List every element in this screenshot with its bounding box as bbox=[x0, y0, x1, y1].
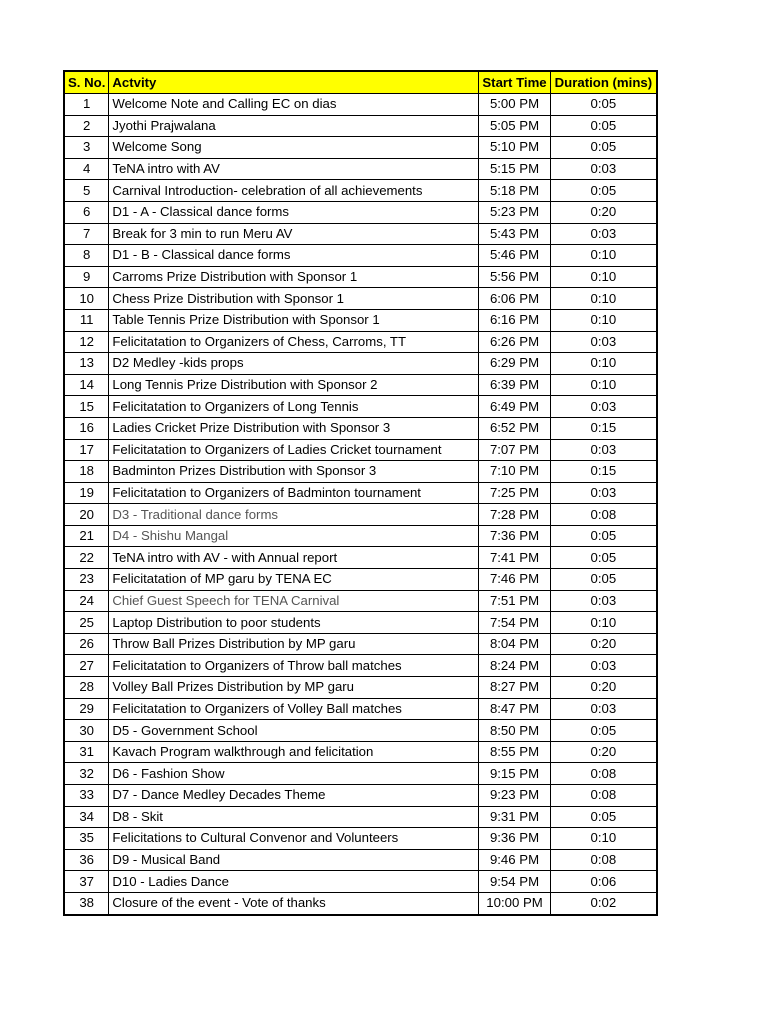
cell-duration: 0:15 bbox=[550, 417, 657, 439]
cell-serial-number: 15 bbox=[64, 396, 109, 418]
table-row bbox=[64, 677, 657, 699]
cell-activity: Laptop Distribution to poor students bbox=[109, 612, 479, 634]
cell-serial-number: 36 bbox=[64, 849, 109, 871]
cell-activity: Badminton Prizes Distribution with Sponsor 3 bbox=[109, 461, 479, 483]
cell-activity: Felicitatation to Organizers of Long Tennis bbox=[109, 396, 479, 418]
cell-duration: 0:10 bbox=[550, 353, 657, 375]
cell-duration: 0:03 bbox=[550, 223, 657, 245]
cell-duration: 0:10 bbox=[550, 245, 657, 267]
cell-duration: 0:10 bbox=[550, 309, 657, 331]
cell-duration: 0:05 bbox=[550, 569, 657, 591]
cell-duration: 0:03 bbox=[550, 331, 657, 353]
cell-serial-number: 6 bbox=[64, 201, 109, 223]
cell-duration: 0:10 bbox=[550, 828, 657, 850]
cell-start-time: 7:46 PM bbox=[479, 569, 550, 591]
cell-serial-number: 4 bbox=[64, 158, 109, 180]
cell-duration: 0:03 bbox=[550, 158, 657, 180]
table-header bbox=[64, 71, 657, 94]
table-row bbox=[64, 569, 657, 591]
cell-activity: Felicitatation to Organizers of Chess, Carroms, TT bbox=[109, 331, 479, 353]
cell-duration: 0:20 bbox=[550, 677, 657, 699]
cell-duration: 0:05 bbox=[550, 547, 657, 569]
table-row bbox=[64, 353, 657, 375]
cell-activity: TeNA intro with AV - with Annual report bbox=[109, 547, 479, 569]
cell-serial-number: 35 bbox=[64, 828, 109, 850]
cell-duration: 0:05 bbox=[550, 180, 657, 202]
cell-serial-number: 21 bbox=[64, 525, 109, 547]
cell-duration: 0:10 bbox=[550, 288, 657, 310]
table-row bbox=[64, 806, 657, 828]
cell-start-time: 6:06 PM bbox=[479, 288, 550, 310]
table-row bbox=[64, 763, 657, 785]
table-row bbox=[64, 655, 657, 677]
header-activity: Actvity bbox=[109, 71, 479, 94]
cell-serial-number: 38 bbox=[64, 892, 109, 914]
cell-start-time: 5:46 PM bbox=[479, 245, 550, 267]
cell-activity: Long Tennis Prize Distribution with Sponsor 2 bbox=[109, 374, 479, 396]
table-row bbox=[64, 720, 657, 742]
cell-start-time: 5:05 PM bbox=[479, 115, 550, 137]
cell-start-time: 8:55 PM bbox=[479, 741, 550, 763]
cell-activity: Felicitations to Cultural Convenor and Volunteers bbox=[109, 828, 479, 850]
table-row bbox=[64, 525, 657, 547]
cell-duration: 0:05 bbox=[550, 137, 657, 159]
cell-serial-number: 12 bbox=[64, 331, 109, 353]
cell-duration: 0:10 bbox=[550, 612, 657, 634]
cell-serial-number: 7 bbox=[64, 223, 109, 245]
table-row bbox=[64, 417, 657, 439]
table-row bbox=[64, 94, 657, 116]
table-row bbox=[64, 331, 657, 353]
cell-serial-number: 31 bbox=[64, 741, 109, 763]
cell-start-time: 9:36 PM bbox=[479, 828, 550, 850]
cell-serial-number: 14 bbox=[64, 374, 109, 396]
schedule-table bbox=[63, 70, 658, 916]
cell-activity: Felicitatation of MP garu by TENA EC bbox=[109, 569, 479, 591]
cell-start-time: 8:47 PM bbox=[479, 698, 550, 720]
cell-duration: 0:08 bbox=[550, 849, 657, 871]
cell-activity: D4 - Shishu Mangal bbox=[109, 525, 479, 547]
cell-activity: Chief Guest Speech for TENA Carnival bbox=[109, 590, 479, 612]
cell-start-time: 7:28 PM bbox=[479, 504, 550, 526]
table-body bbox=[64, 94, 657, 915]
table-row bbox=[64, 849, 657, 871]
cell-start-time: 8:27 PM bbox=[479, 677, 550, 699]
cell-start-time: 7:25 PM bbox=[479, 482, 550, 504]
cell-start-time: 5:15 PM bbox=[479, 158, 550, 180]
cell-start-time: 9:46 PM bbox=[479, 849, 550, 871]
cell-start-time: 9:23 PM bbox=[479, 785, 550, 807]
cell-start-time: 5:56 PM bbox=[479, 266, 550, 288]
cell-activity: Felicitatation to Organizers of Ladies Cricket tournament bbox=[109, 439, 479, 461]
header-duration: Duration (mins) bbox=[550, 71, 657, 94]
cell-duration: 0:05 bbox=[550, 94, 657, 116]
cell-activity: Kavach Program walkthrough and felicitation bbox=[109, 741, 479, 763]
cell-duration: 0:05 bbox=[550, 806, 657, 828]
table-row bbox=[64, 547, 657, 569]
cell-activity: TeNA intro with AV bbox=[109, 158, 479, 180]
table-row bbox=[64, 374, 657, 396]
cell-duration: 0:20 bbox=[550, 741, 657, 763]
cell-duration: 0:03 bbox=[550, 396, 657, 418]
cell-start-time: 7:51 PM bbox=[479, 590, 550, 612]
cell-duration: 0:02 bbox=[550, 892, 657, 914]
cell-activity: D9 - Musical Band bbox=[109, 849, 479, 871]
cell-duration: 0:10 bbox=[550, 266, 657, 288]
cell-serial-number: 13 bbox=[64, 353, 109, 375]
cell-start-time: 5:18 PM bbox=[479, 180, 550, 202]
cell-activity: D3 - Traditional dance forms bbox=[109, 504, 479, 526]
cell-activity: Table Tennis Prize Distribution with Sponsor 1 bbox=[109, 309, 479, 331]
table-row bbox=[64, 223, 657, 245]
cell-start-time: 8:24 PM bbox=[479, 655, 550, 677]
cell-activity: Felicitatation to Organizers of Throw ball matches bbox=[109, 655, 479, 677]
cell-serial-number: 34 bbox=[64, 806, 109, 828]
table-row bbox=[64, 828, 657, 850]
cell-serial-number: 22 bbox=[64, 547, 109, 569]
cell-duration: 0:03 bbox=[550, 655, 657, 677]
cell-duration: 0:08 bbox=[550, 504, 657, 526]
cell-duration: 0:05 bbox=[550, 115, 657, 137]
cell-start-time: 6:49 PM bbox=[479, 396, 550, 418]
cell-activity: D1 - A - Classical dance forms bbox=[109, 201, 479, 223]
cell-serial-number: 28 bbox=[64, 677, 109, 699]
cell-start-time: 6:52 PM bbox=[479, 417, 550, 439]
cell-start-time: 7:07 PM bbox=[479, 439, 550, 461]
cell-duration: 0:06 bbox=[550, 871, 657, 893]
table-row bbox=[64, 741, 657, 763]
cell-duration: 0:03 bbox=[550, 590, 657, 612]
cell-activity: Volley Ball Prizes Distribution by MP garu bbox=[109, 677, 479, 699]
table-row bbox=[64, 245, 657, 267]
cell-activity: Felicitatation to Organizers of Badminton tournament bbox=[109, 482, 479, 504]
cell-start-time: 9:31 PM bbox=[479, 806, 550, 828]
cell-activity: Welcome Note and Calling EC on dias bbox=[109, 94, 479, 116]
cell-activity: Chess Prize Distribution with Sponsor 1 bbox=[109, 288, 479, 310]
cell-start-time: 6:26 PM bbox=[479, 331, 550, 353]
cell-serial-number: 24 bbox=[64, 590, 109, 612]
cell-activity: Carroms Prize Distribution with Sponsor 1 bbox=[109, 266, 479, 288]
cell-serial-number: 25 bbox=[64, 612, 109, 634]
cell-activity: D1 - B - Classical dance forms bbox=[109, 245, 479, 267]
table-row bbox=[64, 612, 657, 634]
cell-duration: 0:20 bbox=[550, 633, 657, 655]
cell-start-time: 7:36 PM bbox=[479, 525, 550, 547]
cell-serial-number: 19 bbox=[64, 482, 109, 504]
table-row bbox=[64, 158, 657, 180]
cell-duration: 0:08 bbox=[550, 763, 657, 785]
cell-serial-number: 20 bbox=[64, 504, 109, 526]
cell-start-time: 6:16 PM bbox=[479, 309, 550, 331]
table-row bbox=[64, 396, 657, 418]
cell-activity: Felicitatation to Organizers of Volley Ball matches bbox=[109, 698, 479, 720]
cell-start-time: 7:54 PM bbox=[479, 612, 550, 634]
cell-serial-number: 18 bbox=[64, 461, 109, 483]
cell-serial-number: 27 bbox=[64, 655, 109, 677]
cell-start-time: 8:50 PM bbox=[479, 720, 550, 742]
cell-duration: 0:05 bbox=[550, 720, 657, 742]
table-row bbox=[64, 266, 657, 288]
cell-serial-number: 11 bbox=[64, 309, 109, 331]
cell-serial-number: 3 bbox=[64, 137, 109, 159]
table-row bbox=[64, 309, 657, 331]
cell-serial-number: 26 bbox=[64, 633, 109, 655]
cell-activity: D2 Medley -kids props bbox=[109, 353, 479, 375]
table-row bbox=[64, 180, 657, 202]
table-row bbox=[64, 461, 657, 483]
cell-start-time: 7:10 PM bbox=[479, 461, 550, 483]
table-row bbox=[64, 137, 657, 159]
table-row bbox=[64, 201, 657, 223]
cell-start-time: 9:54 PM bbox=[479, 871, 550, 893]
cell-activity: D10 - Ladies Dance bbox=[109, 871, 479, 893]
table-row bbox=[64, 482, 657, 504]
cell-serial-number: 23 bbox=[64, 569, 109, 591]
table-row bbox=[64, 871, 657, 893]
cell-duration: 0:03 bbox=[550, 698, 657, 720]
cell-serial-number: 17 bbox=[64, 439, 109, 461]
cell-start-time: 7:41 PM bbox=[479, 547, 550, 569]
cell-serial-number: 10 bbox=[64, 288, 109, 310]
cell-start-time: 6:39 PM bbox=[479, 374, 550, 396]
cell-activity: Jyothi Prajwalana bbox=[109, 115, 479, 137]
cell-serial-number: 1 bbox=[64, 94, 109, 116]
cell-start-time: 10:00 PM bbox=[479, 892, 550, 914]
table-row bbox=[64, 698, 657, 720]
table-row bbox=[64, 892, 657, 914]
cell-duration: 0:10 bbox=[550, 374, 657, 396]
cell-serial-number: 32 bbox=[64, 763, 109, 785]
cell-activity: Carnival Introduction- celebration of all achievements bbox=[109, 180, 479, 202]
cell-activity: D5 - Government School bbox=[109, 720, 479, 742]
table-row bbox=[64, 288, 657, 310]
cell-duration: 0:08 bbox=[550, 785, 657, 807]
cell-serial-number: 29 bbox=[64, 698, 109, 720]
cell-serial-number: 30 bbox=[64, 720, 109, 742]
cell-start-time: 8:04 PM bbox=[479, 633, 550, 655]
table-row bbox=[64, 785, 657, 807]
header-serial-number: S. No. bbox=[64, 71, 109, 94]
header-row bbox=[64, 71, 657, 94]
cell-activity: D8 - Skit bbox=[109, 806, 479, 828]
table-row bbox=[64, 633, 657, 655]
cell-start-time: 5:00 PM bbox=[479, 94, 550, 116]
cell-serial-number: 37 bbox=[64, 871, 109, 893]
cell-duration: 0:15 bbox=[550, 461, 657, 483]
cell-activity: D7 - Dance Medley Decades Theme bbox=[109, 785, 479, 807]
cell-activity: Throw Ball Prizes Distribution by MP garu bbox=[109, 633, 479, 655]
table-row bbox=[64, 439, 657, 461]
cell-duration: 0:03 bbox=[550, 482, 657, 504]
cell-activity: Welcome Song bbox=[109, 137, 479, 159]
cell-start-time: 6:29 PM bbox=[479, 353, 550, 375]
cell-serial-number: 16 bbox=[64, 417, 109, 439]
cell-activity: Closure of the event - Vote of thanks bbox=[109, 892, 479, 914]
cell-start-time: 5:23 PM bbox=[479, 201, 550, 223]
cell-duration: 0:20 bbox=[550, 201, 657, 223]
cell-serial-number: 2 bbox=[64, 115, 109, 137]
cell-activity: D6 - Fashion Show bbox=[109, 763, 479, 785]
cell-serial-number: 33 bbox=[64, 785, 109, 807]
table-row bbox=[64, 504, 657, 526]
cell-serial-number: 9 bbox=[64, 266, 109, 288]
cell-start-time: 5:10 PM bbox=[479, 137, 550, 159]
cell-serial-number: 8 bbox=[64, 245, 109, 267]
cell-activity: Ladies Cricket Prize Distribution with Sponsor 3 bbox=[109, 417, 479, 439]
table-row bbox=[64, 115, 657, 137]
cell-serial-number: 5 bbox=[64, 180, 109, 202]
cell-activity: Break for 3 min to run Meru AV bbox=[109, 223, 479, 245]
header-start-time: Start Time bbox=[479, 71, 550, 94]
cell-start-time: 5:43 PM bbox=[479, 223, 550, 245]
table-row bbox=[64, 590, 657, 612]
cell-duration: 0:03 bbox=[550, 439, 657, 461]
cell-duration: 0:05 bbox=[550, 525, 657, 547]
cell-start-time: 9:15 PM bbox=[479, 763, 550, 785]
